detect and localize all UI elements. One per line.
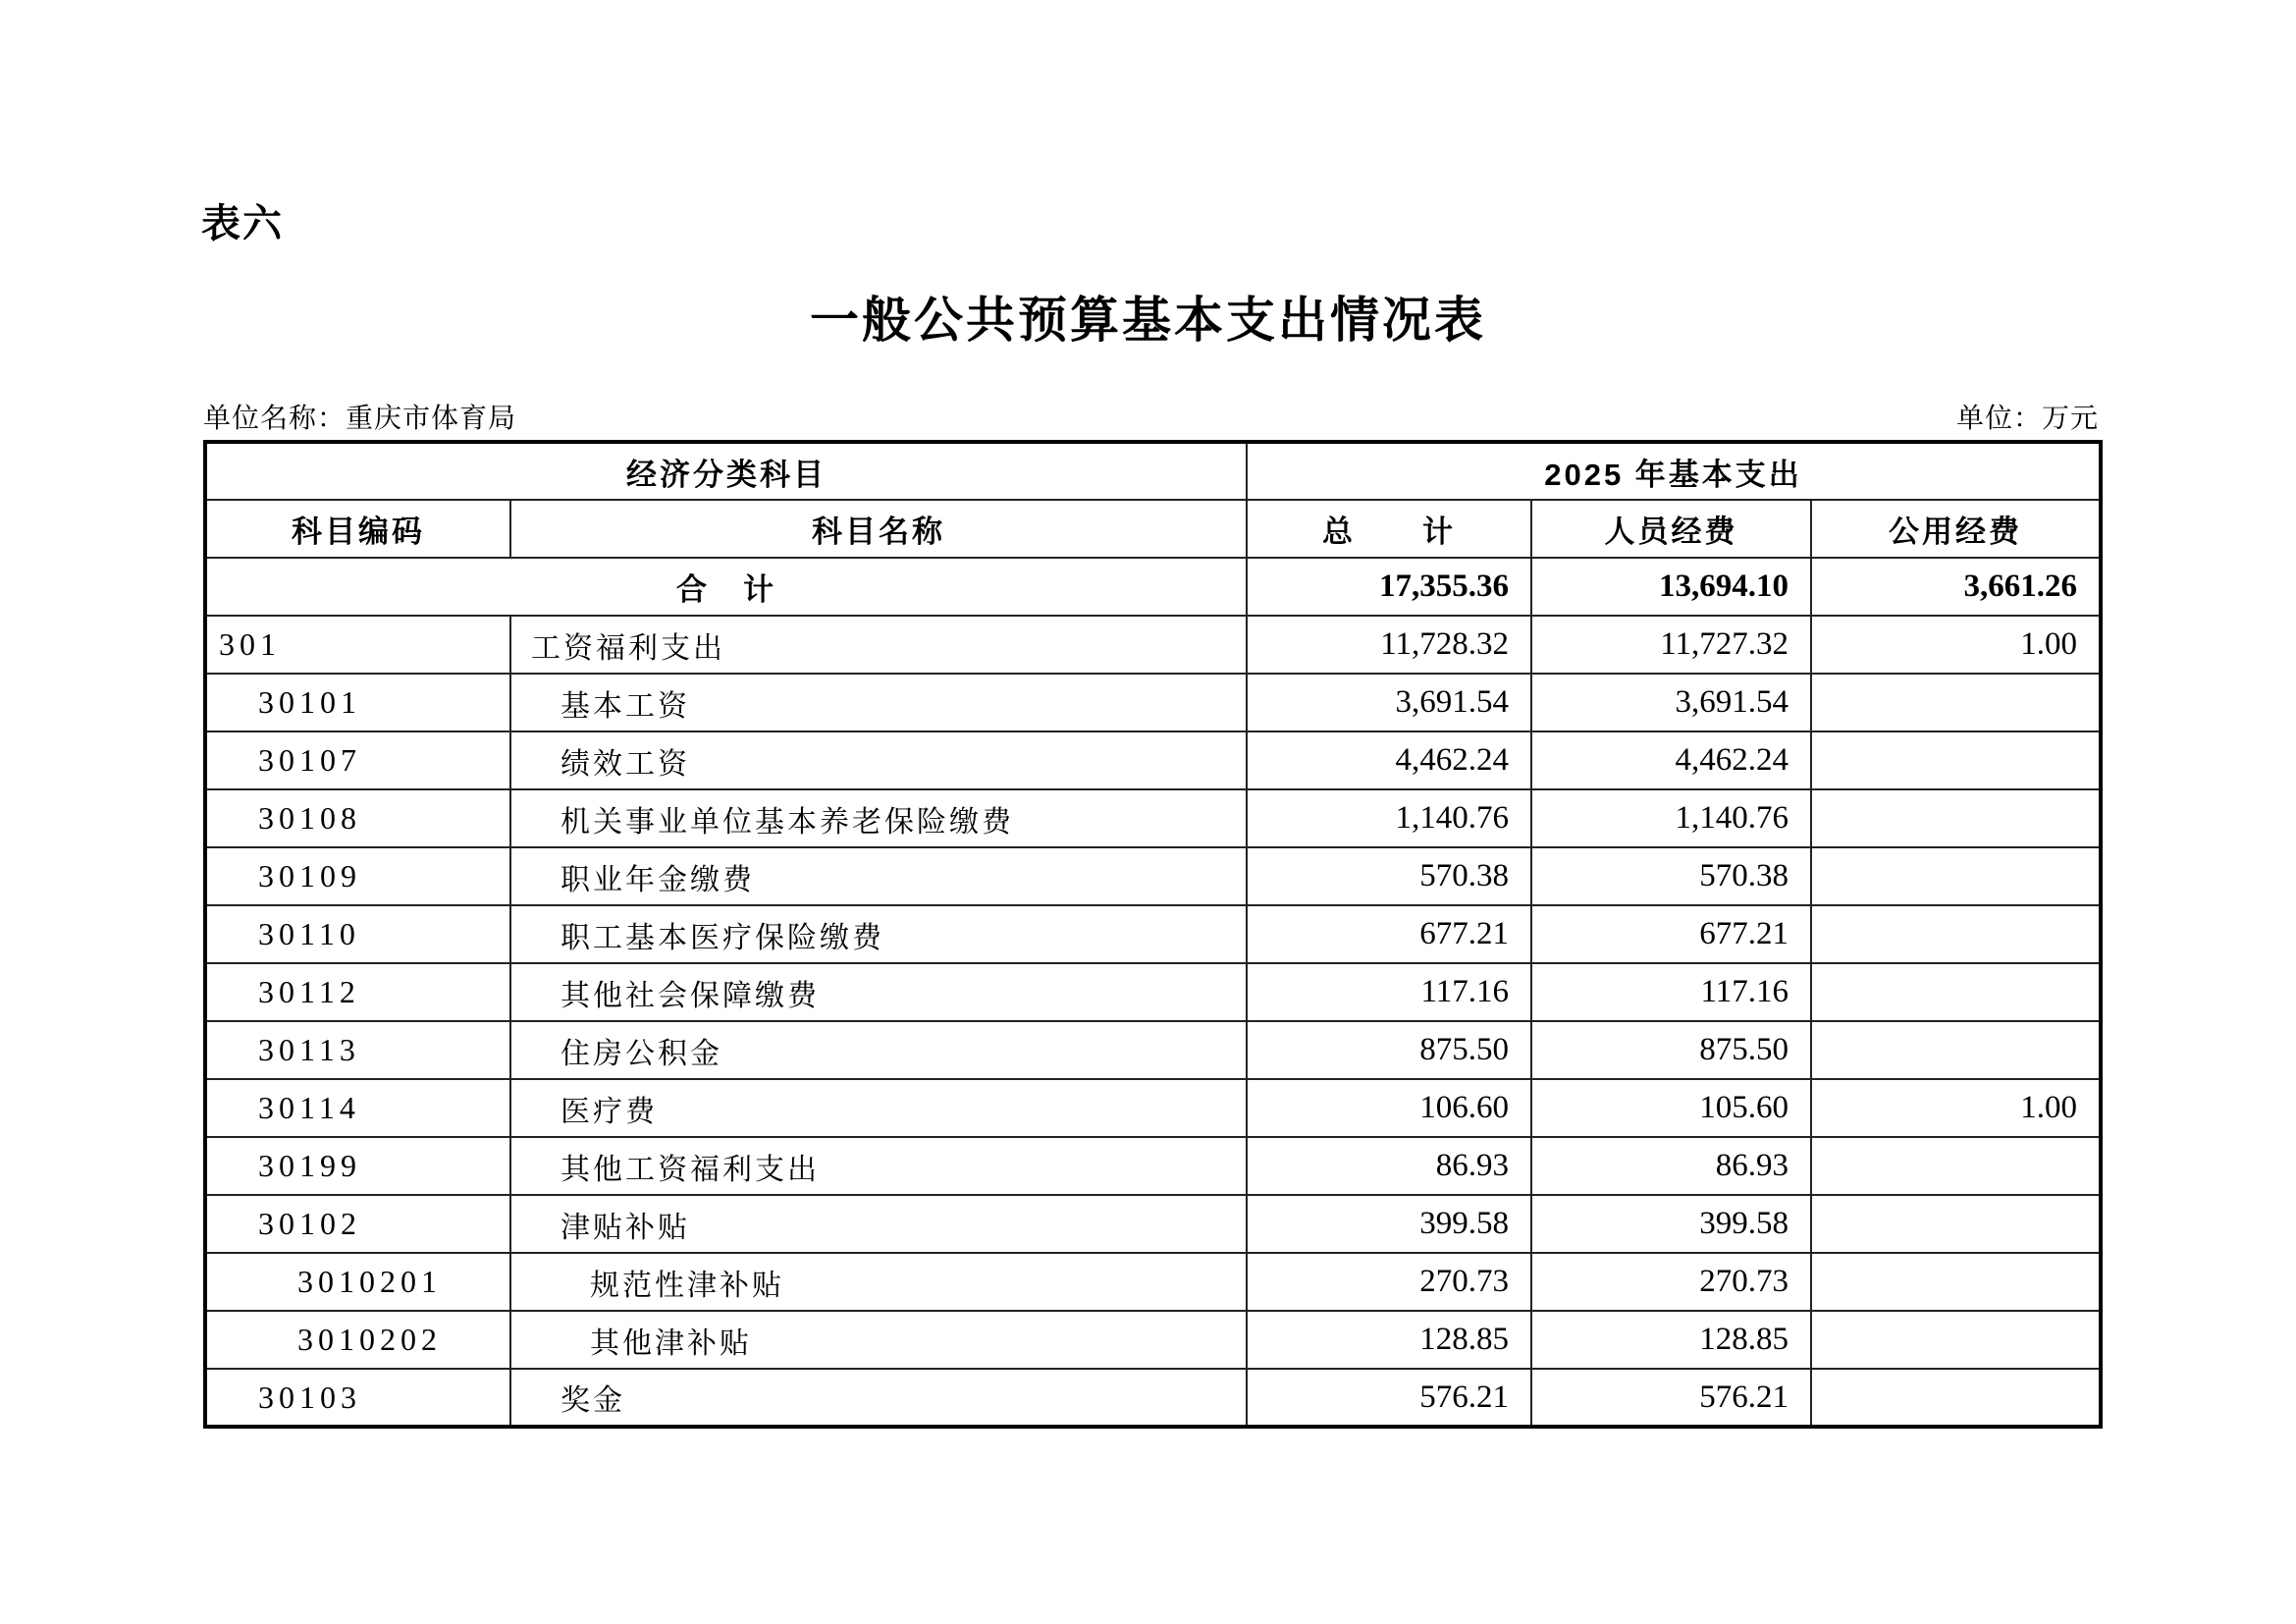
subject-name-cell: 职工基本医疗保险缴费	[510, 905, 1247, 963]
public-cell	[1811, 963, 2101, 1021]
public-cell	[1811, 1137, 2101, 1195]
personnel-cell: 875.50	[1531, 1021, 1811, 1079]
subject-name-cell: 其他工资福利支出	[510, 1137, 1247, 1195]
personnel-cell: 270.73	[1531, 1253, 1811, 1311]
personnel-cell: 4,462.24	[1531, 731, 1811, 789]
subject-name-cell: 基本工资	[510, 674, 1247, 731]
public-cell	[1811, 731, 2101, 789]
table-row	[205, 1137, 2101, 1195]
table-row	[205, 1079, 2101, 1137]
table-row	[205, 616, 2101, 674]
subject-code-cell: 30107	[205, 731, 510, 789]
subject-code-cell: 30199	[205, 1137, 510, 1195]
total-cell: 4,462.24	[1247, 731, 1531, 789]
header-row-groups	[205, 442, 2101, 500]
subject-code-cell: 30114	[205, 1079, 510, 1137]
personnel-cell: 105.60	[1531, 1079, 1811, 1137]
unit-name-label: 单位名称：重庆市体育局	[203, 404, 517, 434]
subject-name-cell: 津贴补贴	[510, 1195, 1247, 1253]
total-cell: 17,355.36	[1247, 558, 1531, 616]
subject-code-cell: 30110	[205, 905, 510, 963]
header-subject-code: 科目编码	[205, 500, 510, 558]
header-subject-name: 科目名称	[510, 500, 1247, 558]
table-row	[205, 731, 2101, 789]
subject-name-cell: 绩效工资	[510, 731, 1247, 789]
total-cell: 399.58	[1247, 1195, 1531, 1253]
header-economic-category: 经济分类科目	[205, 442, 1247, 500]
subject-name-cell: 其他社会保障缴费	[510, 963, 1247, 1021]
total-cell: 3,691.54	[1247, 674, 1531, 731]
public-cell: 3,661.26	[1811, 558, 2101, 616]
table-row	[205, 1195, 2101, 1253]
public-cell	[1811, 1021, 2101, 1079]
public-cell	[1811, 1253, 2101, 1311]
personnel-cell: 399.58	[1531, 1195, 1811, 1253]
public-cell	[1811, 1195, 2101, 1253]
budget-table	[203, 440, 2103, 1429]
public-cell	[1811, 1311, 2101, 1369]
total-cell: 128.85	[1247, 1311, 1531, 1369]
subject-code-cell: 30112	[205, 963, 510, 1021]
personnel-cell: 11,727.32	[1531, 616, 1811, 674]
public-cell: 1.00	[1811, 616, 2101, 674]
total-cell: 86.93	[1247, 1137, 1531, 1195]
subject-code-cell: 30109	[205, 847, 510, 905]
table-row	[205, 674, 2101, 731]
table-row	[205, 905, 2101, 963]
subject-name-cell: 工资福利支出	[510, 616, 1247, 674]
summary-label-cell: 合 计	[205, 558, 1247, 616]
subject-code-cell: 30101	[205, 674, 510, 731]
subject-name-cell: 奖金	[510, 1369, 1247, 1427]
page-title: 一般公共预算基本支出情况表	[810, 293, 1486, 348]
subject-name-cell: 机关事业单位基本养老保险缴费	[510, 789, 1247, 847]
table-row	[205, 963, 2101, 1021]
table-row	[205, 847, 2101, 905]
personnel-cell: 570.38	[1531, 847, 1811, 905]
header-row-columns	[205, 500, 2101, 558]
table-row	[205, 1311, 2101, 1369]
personnel-cell: 128.85	[1531, 1311, 1811, 1369]
total-cell: 117.16	[1247, 963, 1531, 1021]
personnel-cell: 86.93	[1531, 1137, 1811, 1195]
subject-name-cell: 医疗费	[510, 1079, 1247, 1137]
public-cell	[1811, 1369, 2101, 1427]
table-row	[205, 1021, 2101, 1079]
public-cell	[1811, 847, 2101, 905]
header-year-basic-expenditure: 2025 年基本支出	[1247, 442, 2101, 500]
personnel-cell: 117.16	[1531, 963, 1811, 1021]
subject-code-cell: 30113	[205, 1021, 510, 1079]
total-cell: 106.60	[1247, 1079, 1531, 1137]
subject-name-cell: 职业年金缴费	[510, 847, 1247, 905]
total-cell: 677.21	[1247, 905, 1531, 963]
subject-code-cell: 3010201	[205, 1253, 510, 1311]
table-row	[205, 1253, 2101, 1311]
public-cell	[1811, 789, 2101, 847]
personnel-cell: 1,140.76	[1531, 789, 1811, 847]
personnel-cell: 13,694.10	[1531, 558, 1811, 616]
subject-name-cell: 其他津补贴	[510, 1311, 1247, 1369]
table-row	[205, 1369, 2101, 1427]
subject-code-cell: 3010202	[205, 1311, 510, 1369]
total-cell: 576.21	[1247, 1369, 1531, 1427]
public-cell	[1811, 674, 2101, 731]
subject-name-cell: 住房公积金	[510, 1021, 1247, 1079]
table-row	[205, 789, 2101, 847]
subject-code-cell: 301	[205, 616, 510, 674]
subject-code-cell: 30103	[205, 1369, 510, 1427]
subject-code-cell: 30108	[205, 789, 510, 847]
currency-unit-label: 单位：万元	[1955, 404, 2099, 434]
header-public-funds: 公用经费	[1811, 500, 2101, 558]
total-cell: 1,140.76	[1247, 789, 1531, 847]
header-personnel-funds: 人员经费	[1531, 500, 1811, 558]
personnel-cell: 576.21	[1531, 1369, 1811, 1427]
total-cell: 270.73	[1247, 1253, 1531, 1311]
summary-row	[205, 558, 2101, 616]
personnel-cell: 3,691.54	[1531, 674, 1811, 731]
personnel-cell: 677.21	[1531, 905, 1811, 963]
public-cell: 1.00	[1811, 1079, 2101, 1137]
subject-name-cell: 规范性津补贴	[510, 1253, 1247, 1311]
total-cell: 875.50	[1247, 1021, 1531, 1079]
public-cell	[1811, 905, 2101, 963]
total-cell: 570.38	[1247, 847, 1531, 905]
table-number-label: 表六	[201, 202, 284, 245]
meta-row	[203, 397, 2099, 436]
subject-code-cell: 30102	[205, 1195, 510, 1253]
header-total: 总 计	[1247, 500, 1531, 558]
total-cell: 11,728.32	[1247, 616, 1531, 674]
